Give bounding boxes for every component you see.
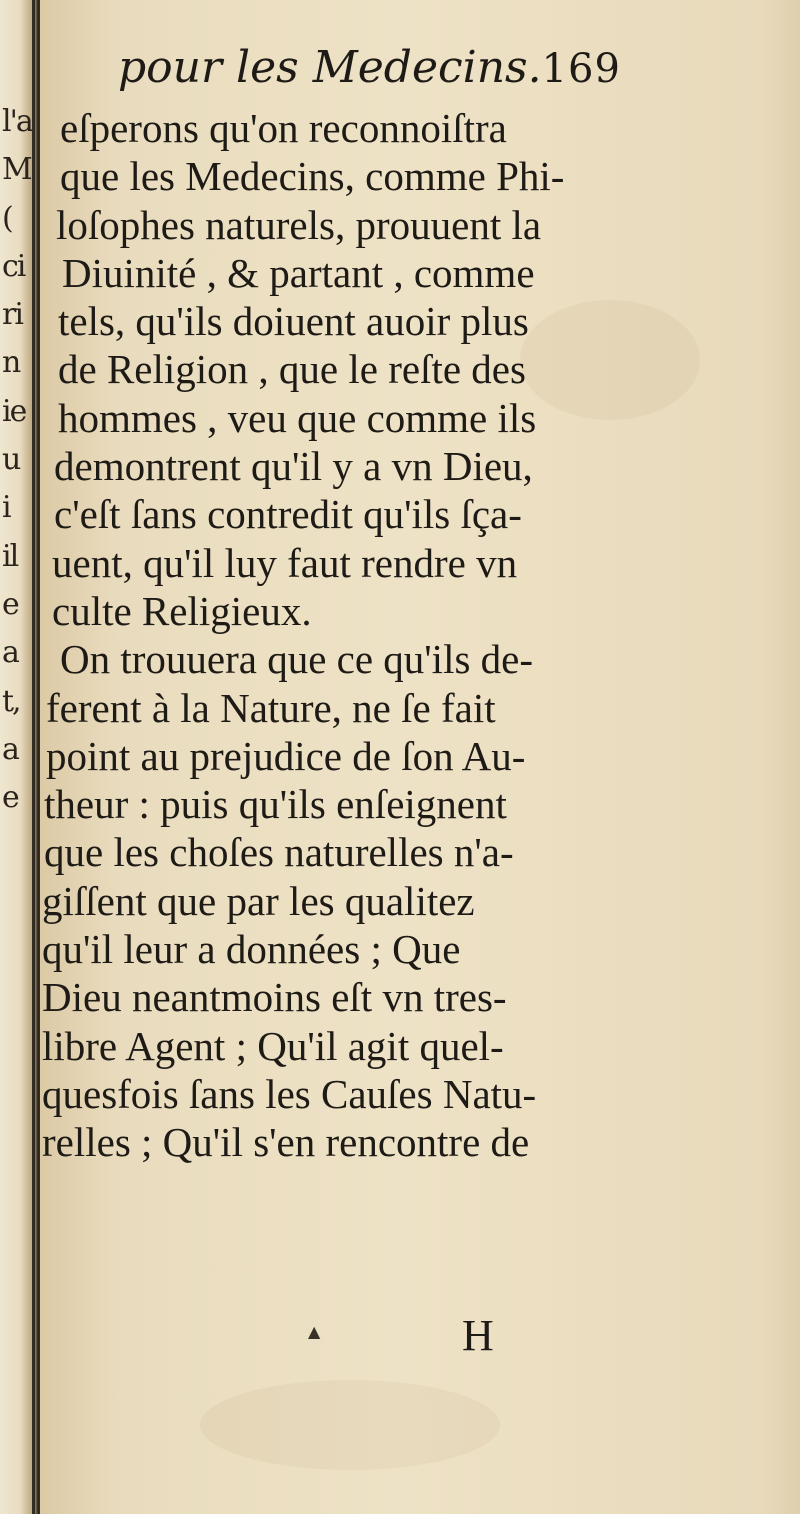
text-line: eſperons qu'on reconnoiſtra [60, 105, 507, 151]
text-line: hommes , veu que comme ils [58, 394, 537, 441]
text-line: c'eſt ſans contredit qu'ils ſça- [54, 491, 522, 538]
text-line: libre Agent ; Qu'il agit quel- [42, 1022, 504, 1069]
text-line: de Religion , que le reſte des [58, 346, 526, 393]
facing-fragment: n [2, 345, 20, 381]
facing-fragment: t, [2, 683, 20, 719]
facing-fragment: e [2, 586, 18, 622]
facing-fragment: il [2, 538, 18, 574]
text-line: On trouuera que ce qu'ils de- [60, 636, 534, 683]
text-line: que les choſes naturelles n'a- [44, 829, 514, 876]
text-line: point au prejudice de ſon Au- [46, 732, 526, 779]
text-line: giſſent que par les qualitez [42, 877, 475, 924]
text-line: que les Medecins, comme Phi- [60, 153, 565, 200]
text-line: quesfois ſans les Cauſes Natu- [42, 1070, 537, 1117]
text-line: qu'il leur a données ; Que [42, 926, 461, 973]
facing-fragment: ie [2, 393, 26, 429]
text-line: tels, qu'ils doiuent auoir plus [58, 298, 529, 345]
facing-fragment: a [2, 731, 18, 767]
facing-fragment: l'a [2, 104, 32, 139]
text-line: loſophes naturels, prouuent la [56, 201, 542, 248]
facing-fragment: u [2, 442, 20, 478]
text-line: ferent à la Nature, ne ſe fait [46, 684, 496, 731]
text-line: uent, qu'il luy faut rendre vn [52, 539, 518, 586]
facing-fragment: i [2, 490, 10, 526]
text-line: relles ; Qu'il s'en rencontre de [42, 1119, 530, 1166]
running-head [118, 38, 678, 99]
running-head-title: pour les Medecins. [118, 42, 542, 93]
facing-fragment: a [2, 635, 18, 671]
text-line: Dieu neantmoins eſt vn tres- [42, 974, 507, 1021]
facing-fragment: e [2, 780, 18, 816]
spine-shadow [32, 0, 35, 1514]
text-line: demontrent qu'il y a vn Dieu, [54, 443, 533, 490]
paper-stain [200, 1380, 500, 1470]
text-line: theur : puis qu'ils enſeignent [44, 781, 507, 828]
page-number: 169 [541, 46, 621, 92]
facing-page-text [2, 98, 32, 822]
body-text [42, 104, 682, 1167]
text-line: Diuinité , & partant , comme [62, 249, 535, 296]
catchword: H [462, 1311, 494, 1360]
facing-fragment: M [2, 152, 31, 188]
printer-mark: ▲ [308, 1322, 321, 1341]
text-line: culte Religieux. [52, 587, 312, 634]
facing-fragment: ci [2, 248, 25, 284]
facing-fragment: ri [2, 297, 22, 333]
facing-fragment: ( [2, 200, 12, 236]
